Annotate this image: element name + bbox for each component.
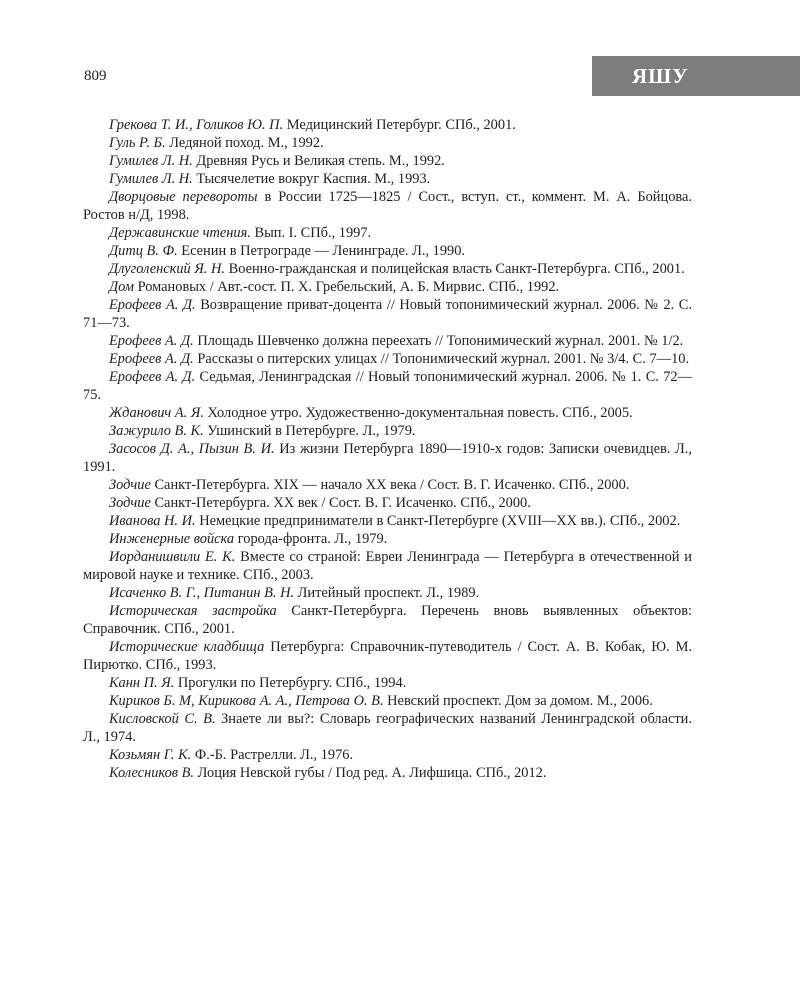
entry-text: Лоция Невской губы / Под ред. А. Лифшица. СПб., 2012.: [194, 765, 547, 781]
page-number: 809: [84, 68, 107, 84]
entry-author: Исторические кладбища: [109, 639, 265, 655]
bibliography-entry: [83, 332, 692, 350]
bibliography-entry: [83, 350, 692, 368]
section-tab: ЯШУ: [592, 56, 800, 96]
bibliography-entry: [83, 692, 692, 710]
entry-author: Зодчие: [109, 477, 151, 493]
bibliography-entry: [83, 134, 692, 152]
entry-text: Литейный проспект. Л., 1989.: [294, 585, 480, 601]
bibliography-entry: [83, 116, 692, 134]
entry-text: Ушинский в Петербурге. Л., 1979.: [203, 423, 416, 439]
bibliography-entry: [83, 494, 692, 512]
entry-text: Санкт-Петербурга. Перечень вновь выявленных объектов: Справочник. СПб., 2001.: [83, 603, 692, 637]
entry-text: Прогулки по Петербургу. СПб., 1994.: [174, 675, 407, 691]
entry-author: Зажурило В. К.: [109, 423, 204, 439]
bibliography-entry: [83, 746, 692, 764]
entry-text: Ледяной поход. М., 1992.: [165, 135, 324, 151]
entry-author: Ерофеев А. Д.: [109, 297, 196, 313]
entry-author: Кисловской С. В.: [109, 711, 216, 727]
entry-text: Петербурга: Справочник-путеводитель / Сост. А. В. Кобак, Ю. М. Пирютко. СПб., 1993.: [83, 639, 692, 673]
bibliography-entry: [83, 296, 692, 332]
bibliography-entry: [83, 152, 692, 170]
entry-text: в России 1725—1825 / Сост., вступ. ст., коммент. М. А. Бойцова. Ростов н/Д, 1998.: [83, 189, 692, 223]
entry-text: Военно-гражданская и полицейская власть Санкт-Петербурга. СПб., 2001.: [225, 261, 685, 277]
bibliography-entry: [83, 638, 692, 674]
bibliography-entry: [83, 278, 692, 296]
bibliography-entry: [83, 440, 692, 476]
entry-text: Возвращение приват-доцента // Новый топонимический журнал. 2006. № 2. С. 71—73.: [83, 297, 692, 331]
entry-text: Седьмая, Ленинградская // Новый топонимический журнал. 2006. № 1. С. 72—75.: [83, 369, 692, 403]
entry-text: Холодное утро. Художественно-документальная повесть. СПб., 2005.: [203, 405, 633, 421]
entry-text: Тысячелетие вокруг Каспия. М., 1993.: [192, 171, 431, 187]
entry-text: Есенин в Петрограде — Ленинграде. Л., 1990.: [177, 243, 466, 259]
entry-author: Историческая застройка: [109, 603, 277, 619]
entry-text: Рассказы о питерских улицах // Топонимический журнал. 2001. № 3/4. С. 7—10.: [193, 351, 690, 367]
bibliography-list: [83, 116, 692, 782]
bibliography-entry: [83, 224, 692, 242]
entry-author: Ерофеев А. Д.: [109, 369, 196, 385]
entry-author: Дворцовые перевороты: [109, 189, 258, 205]
entry-text: Медицинский Петербург. СПб., 2001.: [283, 117, 516, 133]
entry-author: Иорданишвили Е. К.: [109, 549, 236, 565]
bibliography-entry: [83, 710, 692, 746]
entry-author: Козьмян Г. К.: [109, 747, 192, 763]
bibliography-entry: [83, 422, 692, 440]
entry-author: Засосов Д. А., Пызин В. И.: [109, 441, 275, 457]
bibliography-entry: [83, 170, 692, 188]
entry-text: Вып. I. СПб., 1997.: [250, 225, 372, 241]
entry-text: Площадь Шевченко должна переехать // Топонимический журнал. 2001. № 1/2.: [193, 333, 684, 349]
entry-text: Санкт-Петербурга. XIX — начало XX века / Сост. В. Г. Исаченко. СПб., 2000.: [150, 477, 630, 493]
bibliography-entry: [83, 512, 692, 530]
bibliography-entry: [83, 260, 692, 278]
entry-text: Древняя Русь и Великая степь. М., 1992.: [192, 153, 445, 169]
entry-author: Дитц В. Ф.: [109, 243, 178, 259]
entry-author: Гумилев Л. Н.: [109, 153, 193, 169]
entry-text: Немецкие предприниматели в Санкт-Петербурге (XVIII—XX вв.). СПб., 2002.: [195, 513, 681, 529]
entry-text: Невский проспект. Дом за домом. М., 2006.: [383, 693, 653, 709]
entry-text: города-фронта. Л., 1979.: [234, 531, 388, 547]
bibliography-entry: [83, 548, 692, 584]
bibliography-entry: [83, 530, 692, 548]
entry-text: Из жизни Петербурга 1890—1910-х годов: Записки очевидцев. Л., 1991.: [83, 441, 692, 475]
entry-author: Ерофеев А. Д.: [109, 333, 194, 349]
bibliography-entry: [83, 674, 692, 692]
entry-text: Ф.-Б. Растрелли. Л., 1976.: [191, 747, 354, 763]
bibliography-entry: [83, 584, 692, 602]
bibliography-entry: [83, 242, 692, 260]
bibliography-entry: [83, 368, 692, 404]
entry-author: Зодчие: [109, 495, 151, 511]
entry-text: Санкт-Петербурга. XX век / Сост. В. Г. Исаченко. СПб., 2000.: [150, 495, 531, 511]
bibliography-entry: [83, 602, 692, 638]
entry-text: Знаете ли вы?: Словарь географических названий Ленинградской области. Л., 1974.: [83, 711, 692, 745]
entry-author: Кириков Б. М, Кирикова А. А., Петрова О. В.: [109, 693, 384, 709]
bibliography-entry: [83, 476, 692, 494]
entry-text: Романовых / Авт.-сост. П. Х. Гребельский, А. Б. Мирвис. СПб., 1992.: [134, 279, 560, 295]
entry-author: Длуголенский Я. Н.: [109, 261, 225, 277]
entry-author: Дом: [109, 279, 134, 295]
bibliography-entry: [83, 404, 692, 422]
entry-author: Инженерные войска: [109, 531, 235, 547]
entry-text: Вместе со страной: Евреи Ленинграда — Петербурга в отечественной и мировой науке и технике. СПб., 2003.: [83, 549, 692, 583]
entry-author: Гумилев Л. Н.: [109, 171, 193, 187]
entry-author: Канн П. Я.: [109, 675, 175, 691]
entry-author: Гуль Р. Б.: [109, 135, 166, 151]
bibliography-entry: [83, 764, 692, 782]
entry-author: Иванова Н. И.: [109, 513, 196, 529]
entry-author: Грекова Т. И., Голиков Ю. П.: [109, 117, 284, 133]
entry-author: Исаченко В. Г., Питанин В. Н.: [109, 585, 295, 601]
bibliography-entry: [83, 188, 692, 224]
entry-author: Державинские чтения.: [109, 225, 251, 241]
entry-author: Ерофеев А. Д.: [109, 351, 194, 367]
entry-author: Жданович А. Я.: [109, 405, 204, 421]
entry-author: Колесников В.: [109, 765, 195, 781]
